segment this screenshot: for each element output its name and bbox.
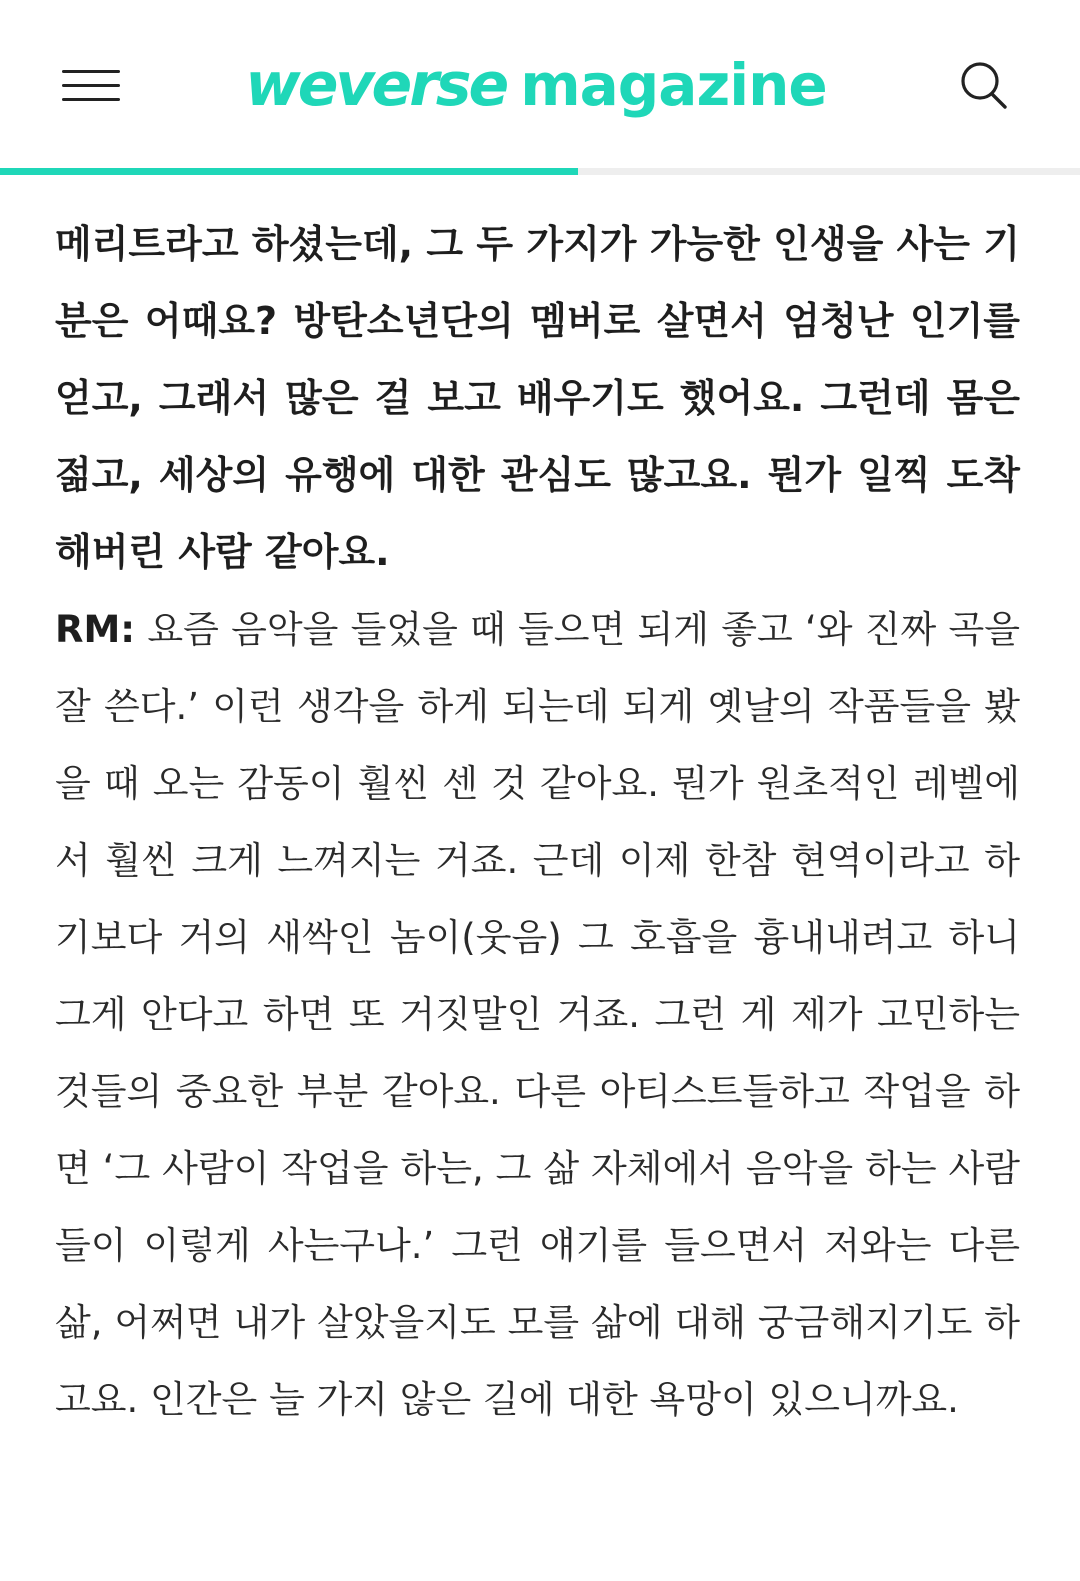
interview-answer — [55, 591, 1020, 1438]
hamburger-menu-icon[interactable] — [62, 64, 124, 106]
reading-progress-bar — [0, 168, 1080, 175]
interview-question: 메리트라고 하셨는데, 그 두 가지가 가능한 인생을 사는 기분은 어때요? 방탄소년단의 멤버로 살면서 엄청난 인기를 얻고, 그래서 많은 걸 보고 배우기도 했어요. 그런데 몸은 젊고, 세상의 유행에 대한 관심도 많고요. 뭔가 일찍 도착해버린 사람 같아요. — [55, 222, 1020, 574]
answer-text: 요즘 음악을 들었을 때 들으면 되게 좋고 ‘와 진짜 곡을 잘 쓴다.’ 이런 생각을 하게 되는데 되게 옛날의 작품들을 봤을 때 오는 감동이 훨씬 센 것 같아요. 뭔가 원초적인 레벨에서 훨씬 크게 느껴지는 거죠. 근데 이제 한참 현역이라고 하기보다 거의 새싹인 놈이(웃음) 그 호흡을 흉내내려고 하니 그게 안다고 하면 또 거짓말인 거죠. 그런 게 제가 고민하는 것들의 중요한 부분 같아요. 다른 아티스트들하고 작업을 하면 ‘그 사람이 작업을 하는, 그 삶 자체에서 음악을 하는 사람들이 이렇게 사는구나.’ 그런 얘기를 들으면서 저와는 다른 삶, 어쩌면 내가 살았을지도 모를 삶에 대해 궁금해지기도 하고요. 인간은 늘 가지 않은 길에 대한 욕망이 있으니까요. — [55, 608, 1020, 1421]
article-body — [55, 206, 1020, 1438]
search-icon[interactable] — [952, 56, 1016, 116]
weverse-magazine-logo[interactable] — [234, 40, 838, 130]
site-header — [0, 0, 1080, 170]
search-icon-glyph — [952, 56, 1016, 116]
logo-sub-text: magazine — [520, 51, 827, 119]
reading-progress-fill — [0, 168, 578, 175]
logo-brand-text: weverse — [245, 50, 507, 120]
answer-speaker: RM: — [55, 608, 136, 651]
